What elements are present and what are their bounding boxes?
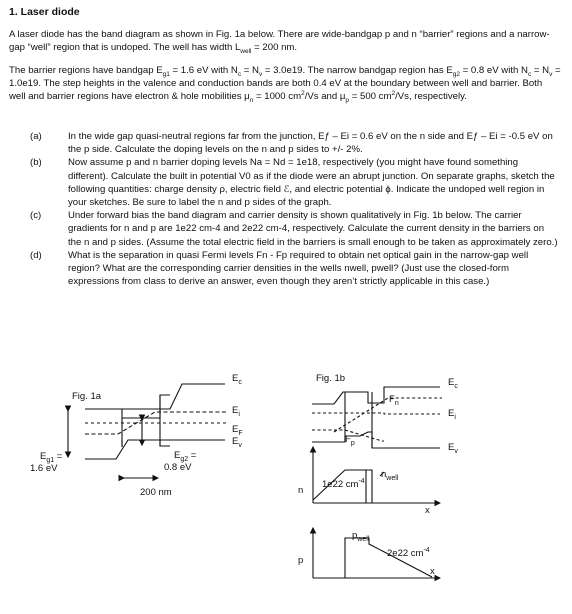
svg-text:nwell: $n_{well}$	[381, 469, 399, 482]
fig1a-title: Fig. 1a	[72, 391, 102, 402]
fig1a-ei-line	[85, 412, 226, 434]
question-a: (a) In the wide gap quasi-neutral regions far from the junction, Eƒ – Ei = 0.6 eV on the n side and Eƒ – Ei = -0.5 eV on the p side. Calculate the doping levels on the n and p sides to +/- 2%.	[30, 131, 553, 156]
svg-text:Ei: $E_i$	[232, 405, 240, 418]
fig1b-n-label: n	[298, 485, 304, 496]
fig1b-ei-line	[312, 413, 440, 414]
svg-text:EF: $E_F$	[232, 424, 243, 437]
fig1b-fn-line	[334, 398, 442, 432]
parameters-paragraph: The barrier regions have bandgap $E_{g1} = 1.6$ eV with $N_c = N_v = 3.0e19$. The narrow bandgap region has $E_{g2} = 0.8$ eV with $N_c = N_v = 1.0e19$. The step heights in the valence and conduction bands are both 0.4 eV at the boundary between well and barrier. Both well and barrier regions have electron & hole mobilities $\mu_n = 1000$ $cm^2/Vs$ and $\mu_p = 500$ $cm^2/Vs$, respectively.	[9, 65, 561, 105]
svg-text:Fp: $F_p$	[345, 434, 355, 447]
fig1b-conduction-band	[312, 387, 440, 404]
fig1a-ev-well-step	[122, 440, 170, 447]
svg-text:Eg2 =: $E_{g2}$ =	[174, 450, 197, 463]
problem-title: 1. Laser diode	[9, 6, 80, 18]
fig1a-eg1-value: 1.6 eV	[30, 463, 58, 474]
fig1a-width-label: 200 nm	[140, 487, 172, 498]
fig1a-eg2-value: 0.8 eV	[164, 462, 192, 473]
svg-text:pwell: $p_{well}$	[352, 530, 370, 543]
fig1a-ec-well-step	[122, 395, 170, 418]
fig1b-title: Fig. 1b	[316, 373, 346, 384]
svg-text:Ev: $E_v$	[448, 442, 458, 455]
question-c: (c) Under forward bias the band diagram and carrier density is shown qualitatively in Fig. 1b below. The carrier gradients for n and p are 1e22 cm-4 and 2e22 cm-4, respectively. Calculate the current density in the barriers on the n and p sides. (Assume the total electric field in the barriers is small enough to be taken as approximately zero.)	[30, 210, 558, 248]
fig1b-x-label-2: x	[430, 566, 435, 577]
question-b: (b) Now assume p and n barrier doping levels Na = Nd = 1e18, respectively (you might have found something different). Calculate the built in potential V0 as if the diode were an abrupt junction. On separate graphs, sketch the following quantities: charge density ρ, electric field ℰ, and electric potential ϕ. Indicate the undoped well region in your sketches. Be sure to label the n and p sides of the graph.	[30, 157, 555, 209]
fig1b-valence-band	[312, 432, 440, 448]
svg-text:Fn: $F_n$	[389, 394, 399, 407]
fig1b-x-label-1: x	[425, 505, 430, 516]
fig1a-valence-band	[85, 440, 225, 459]
fig1b-p-label: p	[298, 555, 304, 566]
svg-text:Ei: $E_i$	[448, 408, 456, 421]
svg-text:1e22 cm-4: 1e22 $cm^{-4}$	[322, 478, 365, 490]
svg-text:Ec: $E_c$	[232, 373, 242, 386]
svg-text:Ec: $E_c$	[448, 377, 458, 390]
intro-paragraph: A laser diode has the band diagram as shown in Fig. 1a below. There are wide-bandgap p and n “barrier” regions and a narrow-gap “well” region that is undoped. The well has width $L_{well} = 200$ nm.	[9, 29, 550, 56]
svg-text:2e22 cm-4: 2e22 $cm^{-4}$	[387, 547, 430, 559]
question-d: (d) What is the separation in quasi Fermi levels Fn - Fp required to obtain net optical gain in the narrow-gap well region? What are the corresponding carrier densities in the wells nwell, pwell? (Just use the closed-form expressions from class to derive an answer, even though they aren’t strictly applicable in this case.)	[30, 249, 529, 288]
fig1a-conduction-band	[85, 384, 225, 409]
svg-text:Eg1 =: $E_{g1}$ =	[40, 451, 63, 464]
svg-text:Ev: $E_v$	[232, 436, 242, 449]
